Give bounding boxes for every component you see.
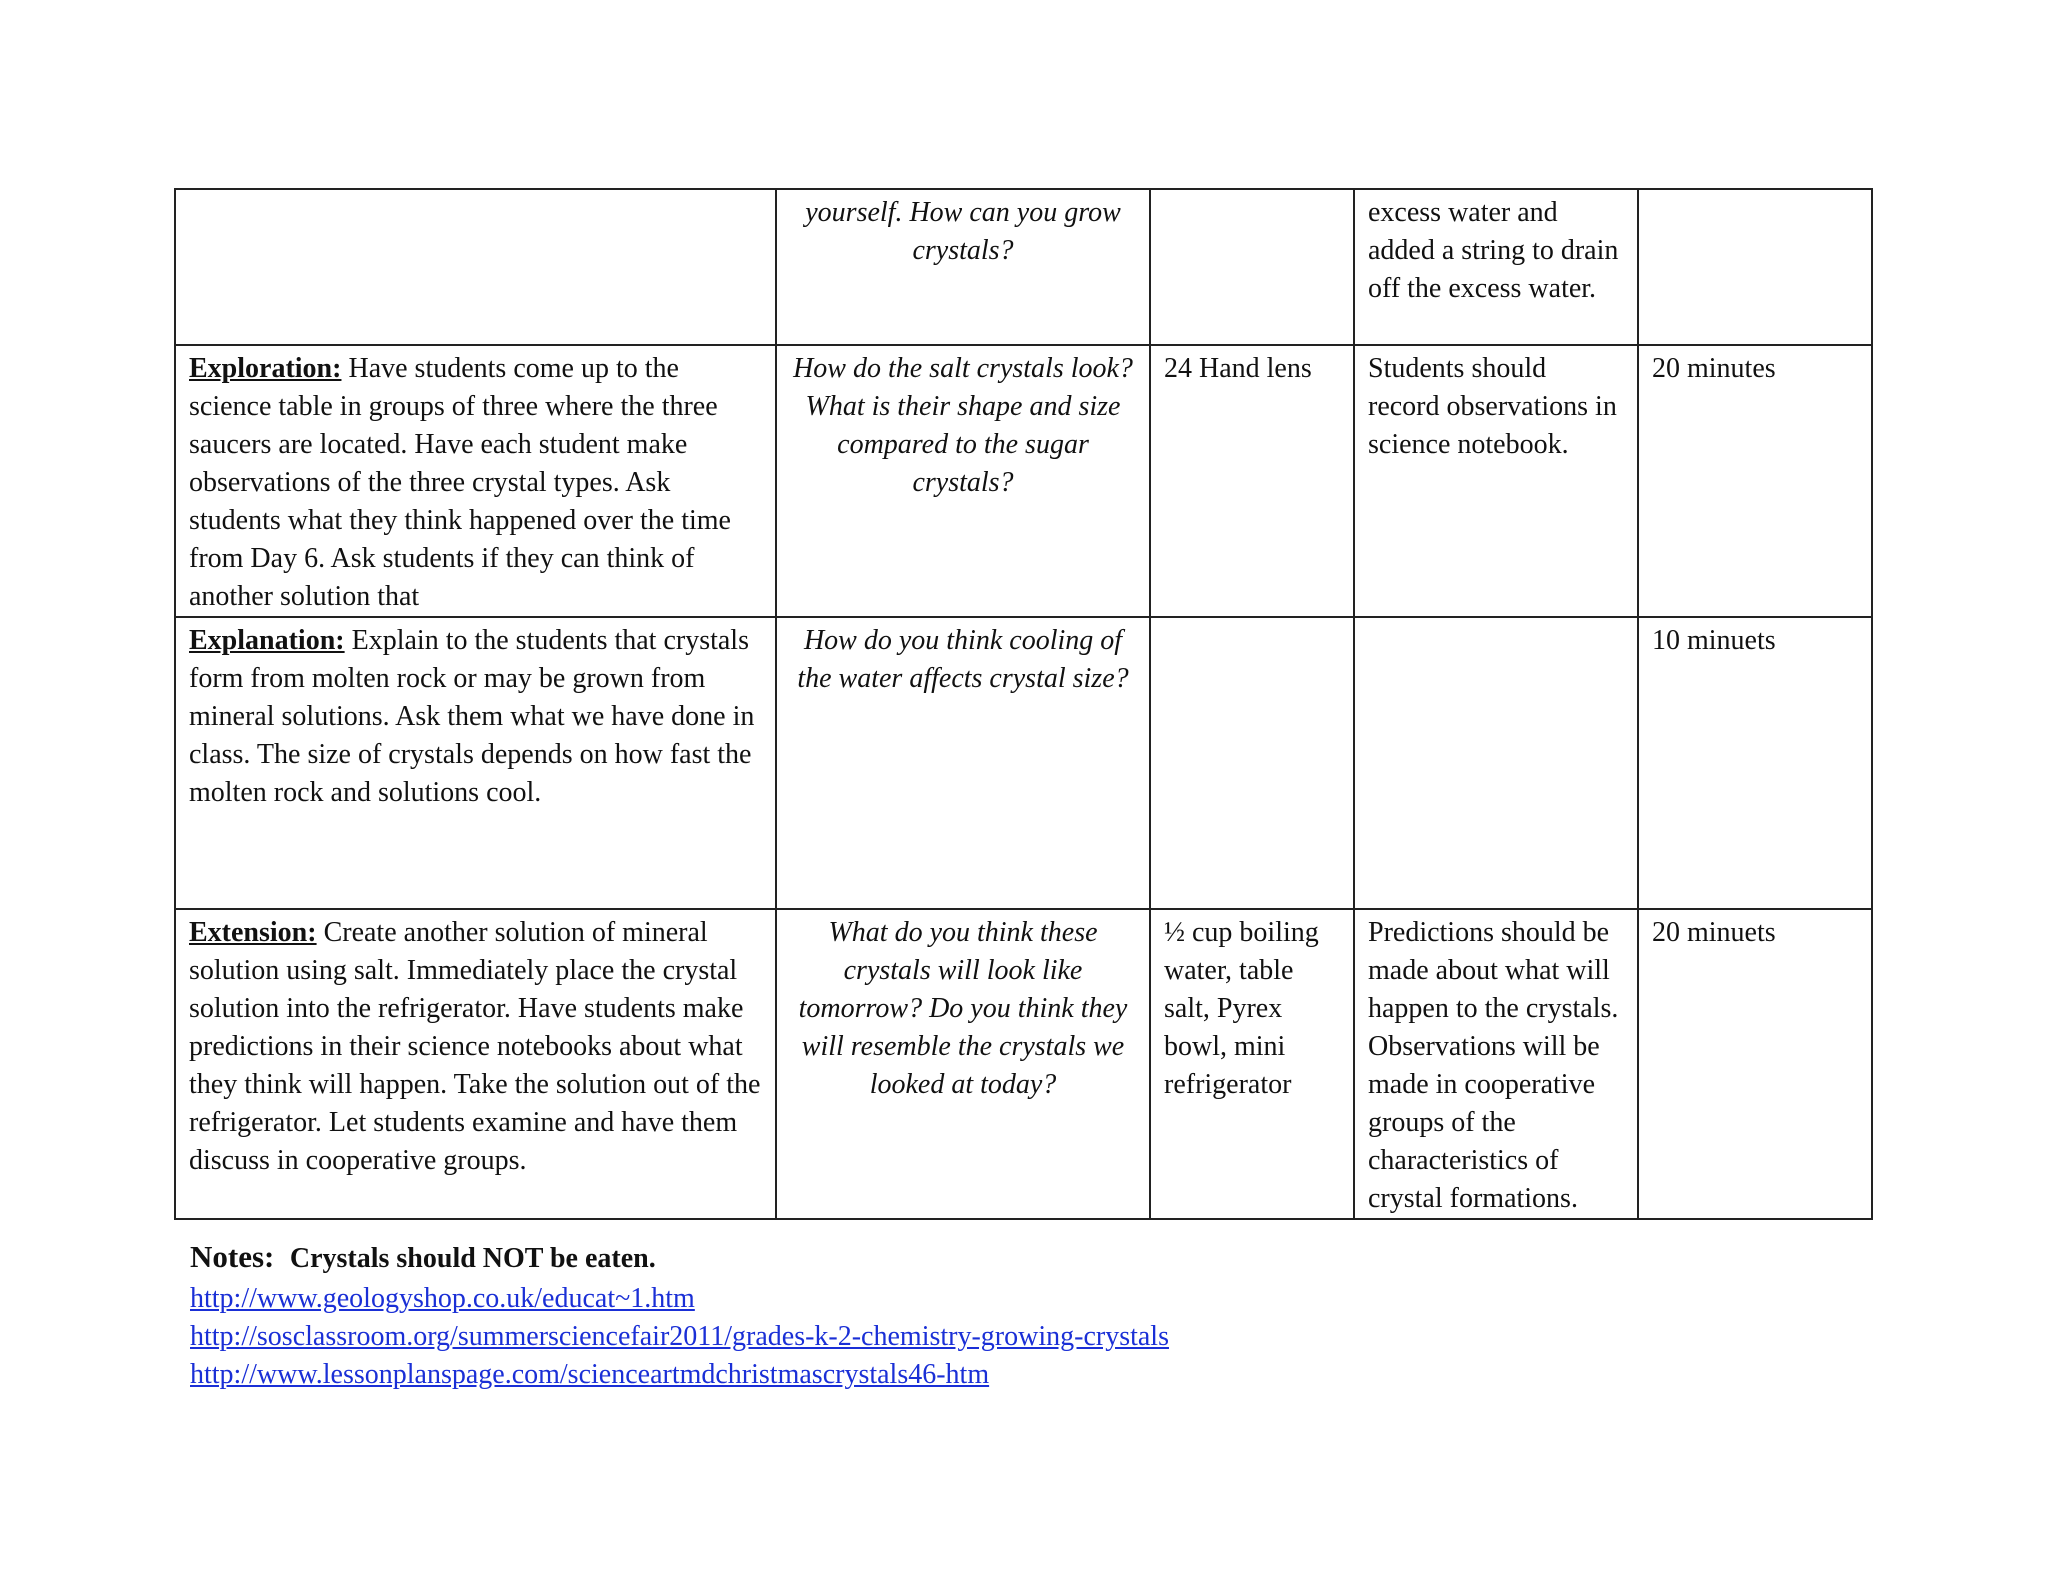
activity-label: Extension: xyxy=(189,917,317,948)
question-cell: yourself. How can you grow crystals? xyxy=(776,189,1150,345)
reference-link[interactable]: http://sosclassroom.org/summersciencefair2011/grades-k-2-chemistry-growing-crystals xyxy=(190,1321,1169,1352)
time-cell: 10 minuets xyxy=(1638,617,1872,909)
notes-label: Notes: xyxy=(190,1239,275,1274)
activity-text: Explain to the students that crystals form from molten rock or may be grown from mineral solutions. Ask them what we have done in class. The size of crystals depends on how fast the molten rock and solutions cool. xyxy=(189,625,755,808)
materials-cell xyxy=(1150,189,1354,345)
notes-text: Crystals should NOT be eaten. xyxy=(289,1243,656,1274)
activity-label: Exploration: xyxy=(189,353,342,384)
activity-text: Create another solution of mineral solution using salt. Immediately place the crystal solution into the refrigerator. Have students make predictions in their science notebooks about what they think will happen. Take the solution out of the refrigerator. Let students examine and have them discuss in cooperative groups. xyxy=(189,917,761,1176)
table-row xyxy=(175,617,1872,909)
time-cell: 20 minutes xyxy=(1638,345,1872,617)
assessment-cell: excess water and added a string to drain off the excess water. xyxy=(1354,189,1638,345)
materials-cell: ½ cup boiling water, table salt, Pyrex bowl, mini refrigerator xyxy=(1150,909,1354,1219)
activity-text: Have students come up to the science table in groups of three where the three saucers are located. Have each student make observations of the three crystal types. Ask students what they think happened over the time from Day 6. Ask students if they can think of another solution that xyxy=(189,353,731,612)
question-cell: How do you think cooling of the water affects crystal size? xyxy=(776,617,1150,909)
question-cell: How do the salt crystals look? What is their shape and size compared to the sugar crystals? xyxy=(776,345,1150,617)
reference-link[interactable]: http://www.lessonplanspage.com/scienceartmdchristmascrystals46-htm xyxy=(190,1359,990,1390)
assessment-cell xyxy=(1354,617,1638,909)
activity-cell xyxy=(175,345,776,617)
activity-cell xyxy=(175,617,776,909)
materials-cell xyxy=(1150,617,1354,909)
reference-link[interactable]: http://www.geologyshop.co.uk/educat~1.htm xyxy=(190,1283,695,1314)
activity-label: Explanation: xyxy=(189,625,345,656)
notes-heading xyxy=(190,1236,1790,1280)
lesson-plan-table xyxy=(174,188,1873,1220)
materials-cell: 24 Hand lens xyxy=(1150,345,1354,617)
table-row xyxy=(175,345,1872,617)
table-row xyxy=(175,909,1872,1219)
activity-cell xyxy=(175,909,776,1219)
table-row xyxy=(175,189,1872,345)
time-cell: 20 minuets xyxy=(1638,909,1872,1219)
notes-section xyxy=(190,1236,1790,1394)
activity-cell xyxy=(175,189,776,345)
assessment-cell: Predictions should be made about what will happen to the crystals. Observations will be made in cooperative groups of the characteristics of crystal formations. xyxy=(1354,909,1638,1219)
question-cell: What do you think these crystals will look like tomorrow? Do you think they will resemble the crystals we looked at today? xyxy=(776,909,1150,1219)
time-cell xyxy=(1638,189,1872,345)
assessment-cell: Students should record observations in science notebook. xyxy=(1354,345,1638,617)
